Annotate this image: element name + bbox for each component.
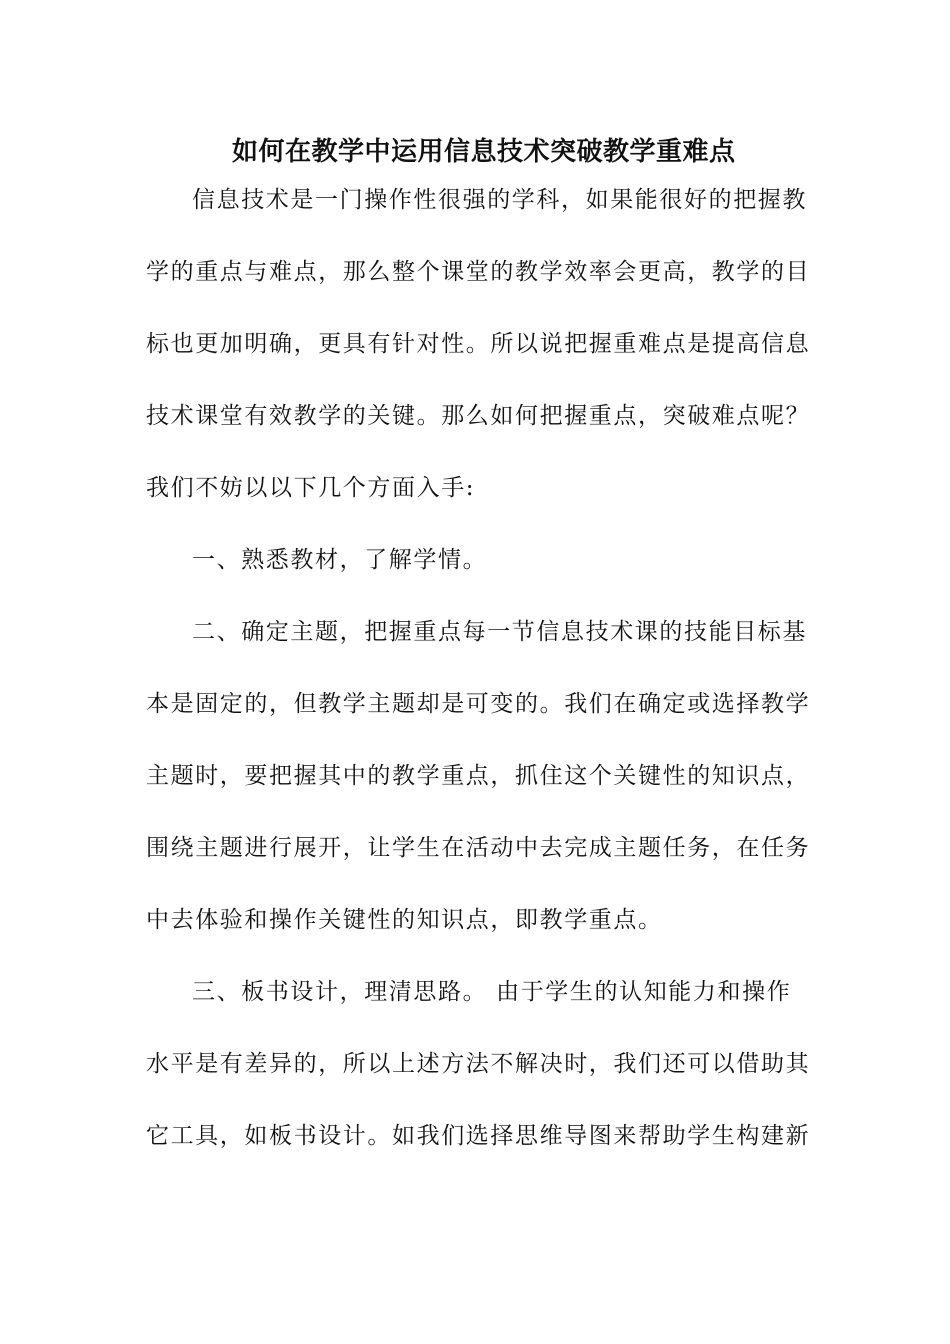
paragraph-line: 学的重点与难点，那么整个课堂的教学效率会更高，教学的目 [146, 259, 811, 285]
document-title: 如何在教学中运用信息技术突破教学重难点 [232, 137, 736, 167]
paragraph-line: 围绕主题进行展开，让学生在活动中去完成主题任务，在任务 [146, 835, 811, 861]
paragraph-line: 技术课堂有效教学的关键。那么如何把握重点，突破难点呢？ [146, 403, 811, 429]
paragraph-line: 标也更加明确，更具有针对性。所以说把握重难点是提高信息 [146, 331, 811, 357]
paragraph-line: 信息技术是一门操作性很强的学科，如果能很好的把握教 [192, 187, 807, 213]
paragraph-line: 它工具，如板书设计。如我们选择思维导图来帮助学生构建新 [146, 1123, 811, 1149]
paragraph-line: 我们不妨以以下几个方面入手: [146, 475, 476, 501]
paragraph-line: 中去体验和操作关键性的知识点，即教学重点。 [146, 907, 663, 933]
section-heading-1: 一、熟悉教材，了解学情。 [192, 547, 488, 573]
section-heading-3: 三、板书设计，理清思路。 由于学生的认知能力和操作 [192, 979, 792, 1005]
section-heading-2: 二、确定主题，把握重点每一节信息技术课的技能目标基 [192, 619, 807, 645]
paragraph-line: 水平是有差异的，所以上述方法不解决时，我们还可以借助其 [146, 1051, 811, 1077]
paragraph-line: 主题时，要把握其中的教学重点，抓住这个关键性的知识点， [146, 763, 811, 789]
paragraph-line: 本是固定的，但教学主题却是可变的。我们在确定或选择教学 [146, 691, 811, 717]
